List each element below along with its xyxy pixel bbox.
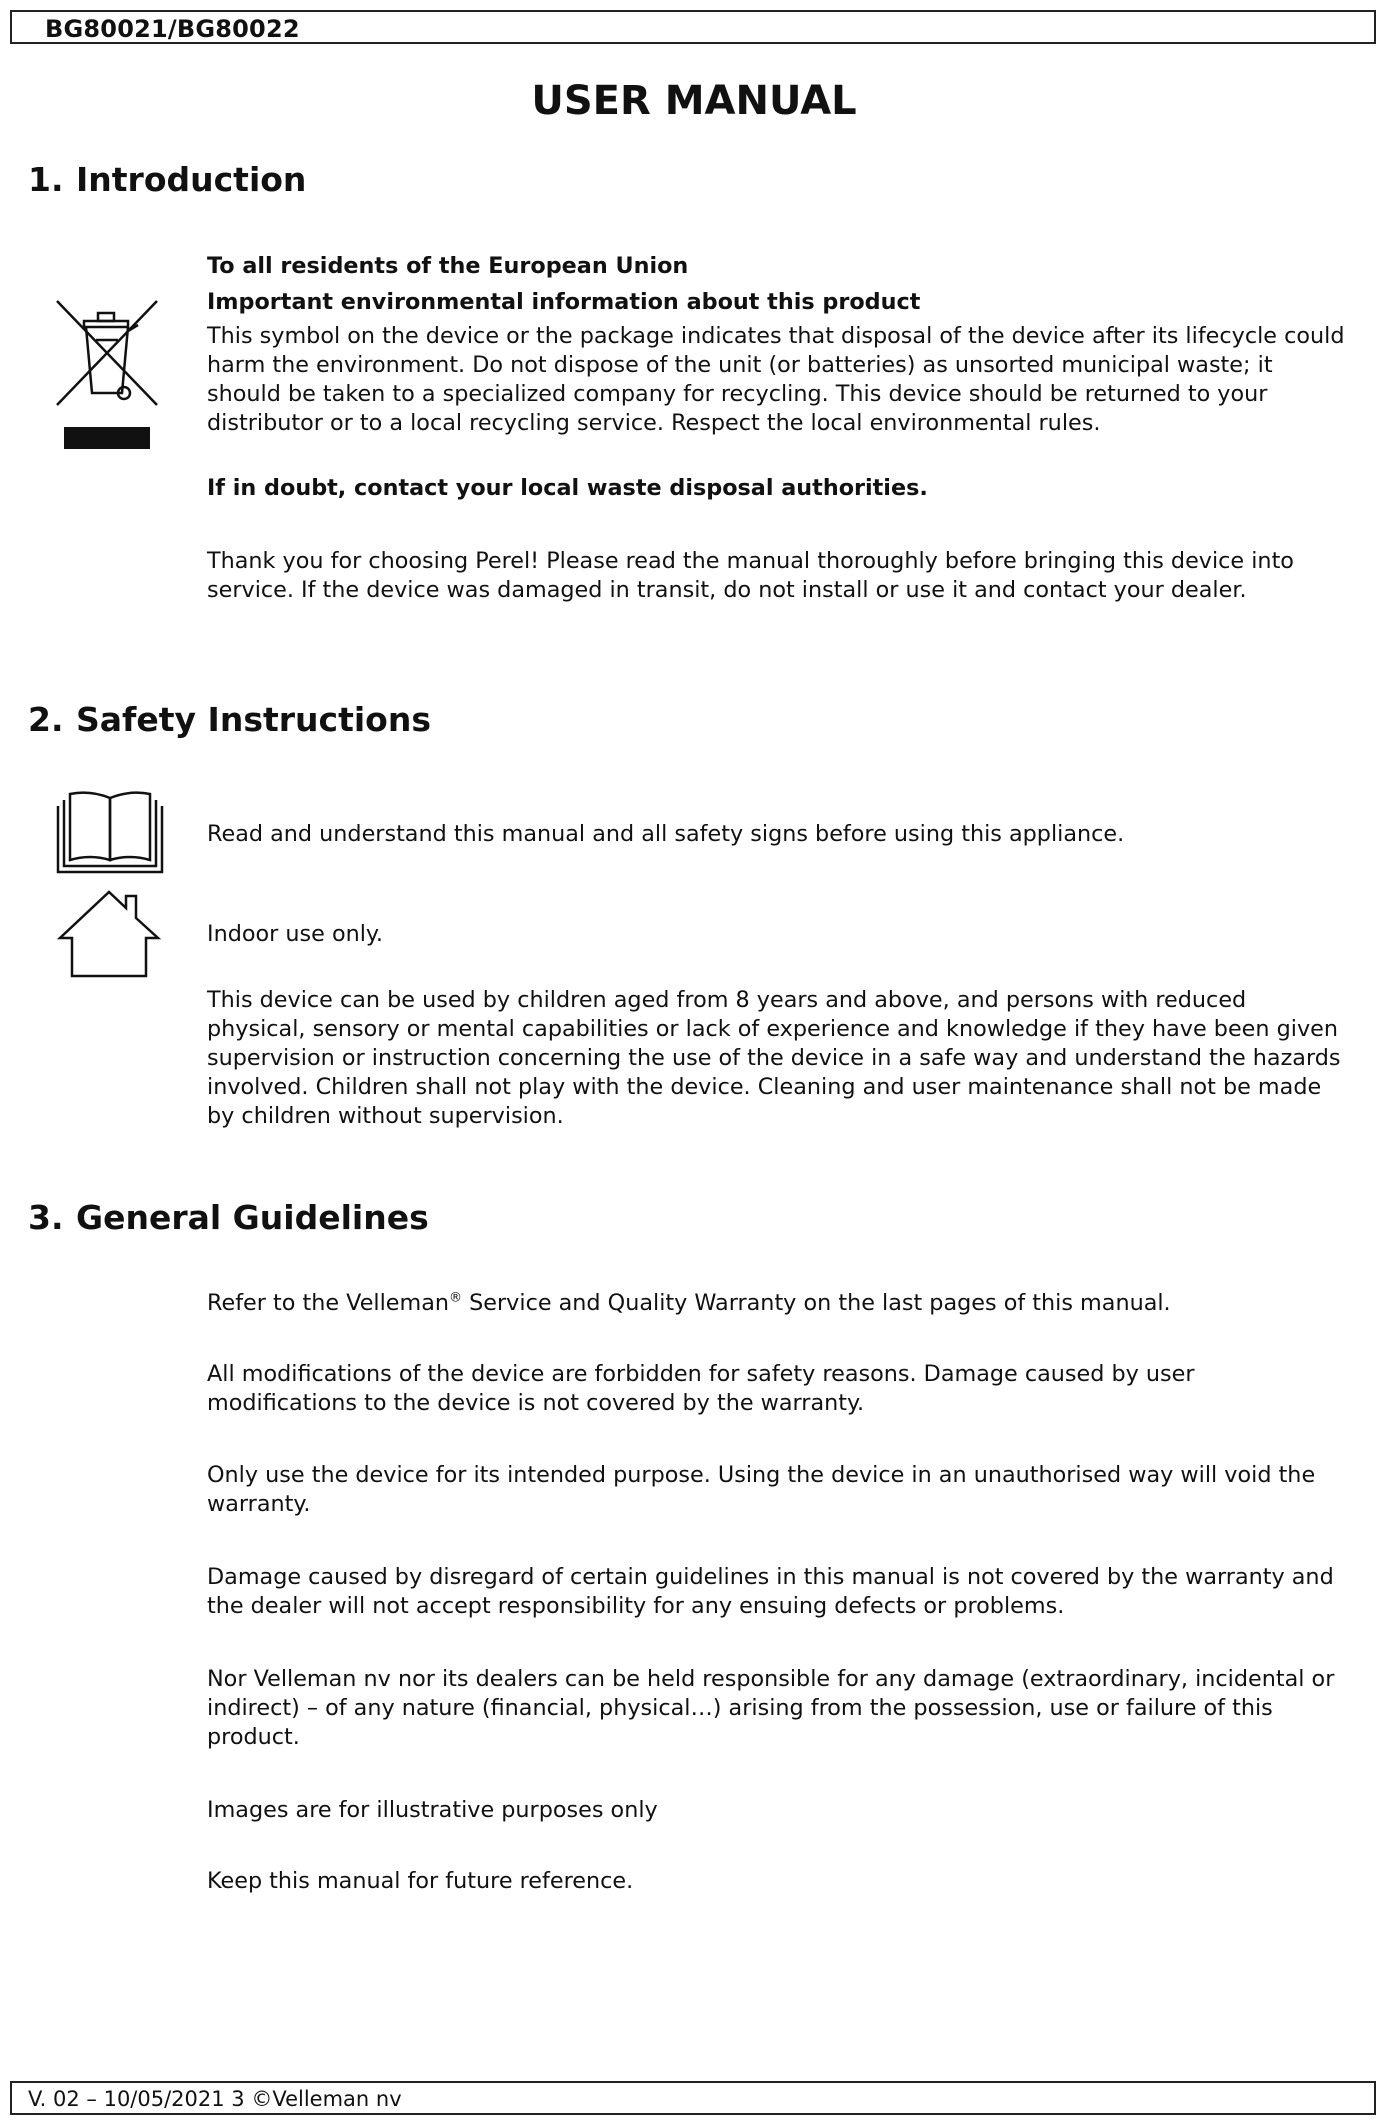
registered-mark: ® xyxy=(449,1290,463,1306)
warranty-reference-text xyxy=(207,1289,1347,1318)
document-title: USER MANUAL xyxy=(531,78,857,124)
disregard-guidelines-text: Damage caused by disregard of certain guidelines in this manual is not covered by the warranty and the dealer will not accept responsibility for any ensuing defects or problems. xyxy=(207,1564,1334,1619)
keep-manual-text: Keep this manual for future reference. xyxy=(207,1868,634,1894)
section-title: General Guidelines xyxy=(76,1198,429,1237)
section-title: Safety Instructions xyxy=(76,700,431,739)
images-disclaimer-text: Images are for illustrative purposes only xyxy=(207,1797,658,1823)
weee-crossed-bin-icon xyxy=(52,295,164,455)
section-heading-introduction xyxy=(28,160,306,199)
intended-use-text: Only use the device for its intended purpose. Using the device in an unauthorised way will void the warranty. xyxy=(207,1462,1316,1517)
section-number: 3. xyxy=(28,1198,64,1237)
footer-version-text: V. 02 – 10/05/2021 3 ©Velleman nv xyxy=(28,2087,402,2111)
liability-text: Nor Velleman nv nor its dealers can be held responsible for any damage (extraordinary, incidental or indirect) – of any nature (financial, physical…) arising from the possession, use or failure of this product. xyxy=(207,1666,1335,1750)
indoor-house-icon xyxy=(56,888,162,978)
waste-disposal-note: If in doubt, contact your local waste disposal authorities. xyxy=(207,475,928,501)
model-id: BG80021/BG80022 xyxy=(45,15,300,43)
warranty-text-end: Service and Quality Warranty on the last pages of this manual. xyxy=(462,1290,1171,1316)
environmental-info-heading: Important environmental information about this product xyxy=(207,289,921,315)
read-manual-text: Read and understand this manual and all safety signs before using this appliance. xyxy=(207,821,1125,847)
section-number: 1. xyxy=(28,160,64,199)
children-safety-text: This device can be used by children aged from 8 years and above, and persons with reduced physical, sensory or mental capabilities or lack of experience and knowledge if they have been given supervision or instruction concerning the use of the device in a safe way and understand the hazards involved. Children shall not play with the device. Cleaning and user maintenance shall not be made by children without supervision. xyxy=(207,987,1341,1129)
header-box xyxy=(10,10,1376,44)
section-title: Introduction xyxy=(76,160,307,199)
environmental-info-text: This symbol on the device or the package indicates that disposal of the device after its lifecycle could harm the environment. Do not dispose of the unit (or batteries) as unsorted municipal waste; it should be taken to a specialized company for recycling. This device should be returned to your distributor or to a local recycling service. Respect the local environmental rules. xyxy=(207,323,1345,436)
modifications-text: All modifications of the device are forbidden for safety reasons. Damage caused by user modifications to the device is not covered by the warranty. xyxy=(207,1361,1195,1416)
section-heading-general-guidelines xyxy=(28,1198,429,1237)
warranty-text-start: Refer to the Velleman xyxy=(207,1290,450,1316)
section-heading-safety-instructions xyxy=(28,700,431,739)
read-manual-book-icon xyxy=(56,790,164,874)
footer-box xyxy=(10,2081,1376,2115)
eu-residents-heading: To all residents of the European Union xyxy=(207,253,689,279)
thank-you-text: Thank you for choosing Perel! Please read the manual thoroughly before bringing this device into service. If the device was damaged in transit, do not install or use it and contact your dealer. xyxy=(207,548,1294,603)
section-number: 2. xyxy=(28,700,64,739)
indoor-use-text: Indoor use only. xyxy=(207,921,384,947)
